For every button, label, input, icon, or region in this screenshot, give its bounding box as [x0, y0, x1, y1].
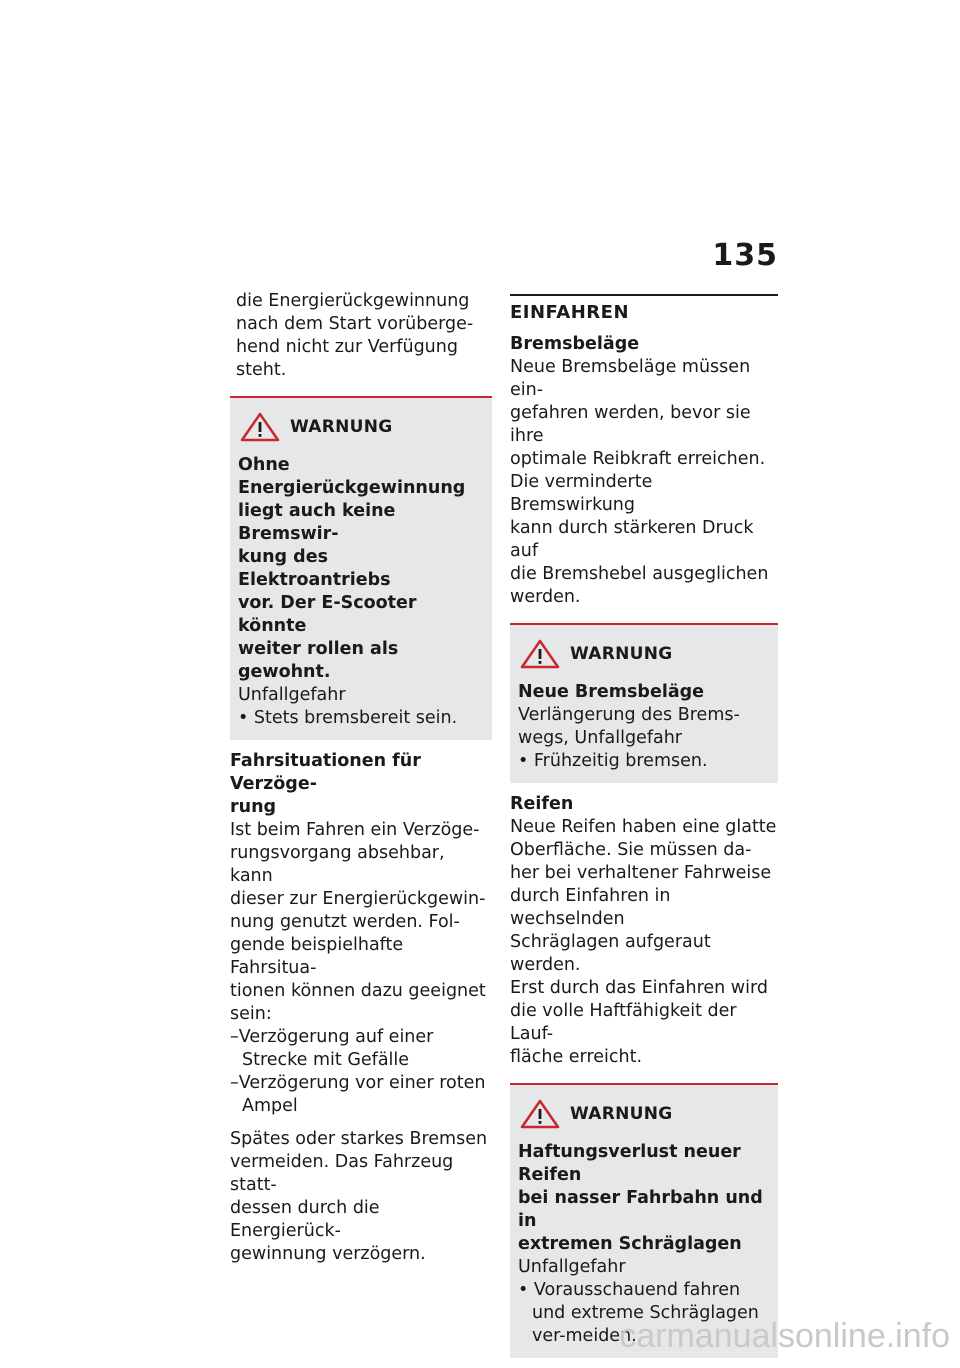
- text-line: extremen Schräglagen: [518, 1234, 742, 1254]
- closing-text: [230, 1128, 492, 1266]
- text-line: durch Einfahren in wechselnden: [510, 886, 671, 929]
- page-number: 135: [712, 238, 778, 273]
- warning-header: [518, 1099, 770, 1129]
- warning-title: [518, 1141, 770, 1256]
- text-line: kann durch stärkeren Druck auf: [510, 518, 754, 561]
- subheading-driving-situations: [230, 750, 492, 819]
- warning-header: [238, 412, 484, 442]
- text-line: die Bremshebel ausgeglichen: [510, 564, 769, 584]
- text-line: steht.: [236, 360, 287, 380]
- text-line: die volle Haftfähigkeit der Lauf-: [510, 1001, 737, 1044]
- list-item: –Verzögerung vor einer roten Ampel: [230, 1073, 486, 1116]
- warning-title: [238, 454, 484, 684]
- text-line: vor. Der E-Scooter könnte: [238, 593, 417, 636]
- text-line: Neue Reifen haben eine glatte: [510, 817, 777, 837]
- warning-risk: Verlängerung des Brems-: [518, 705, 740, 725]
- warning-box: [230, 396, 492, 740]
- warning-risk: Unfallgefahr: [238, 685, 346, 705]
- text-line: her bei verhaltener Fahrweise: [510, 863, 772, 883]
- text-line: Ohne Energierückgewinnung: [238, 455, 466, 498]
- text-line: Oberfläche. Sie müssen da-: [510, 840, 752, 860]
- text-line: bei nasser Fahrbahn und in: [518, 1188, 763, 1231]
- text-line: Haftungsverlust neuer Reifen: [518, 1142, 741, 1185]
- text-line: weiter rollen als gewohnt.: [238, 639, 399, 682]
- dash-list: [230, 1026, 492, 1118]
- text-line: fläche erreicht.: [510, 1047, 643, 1067]
- list-item: –Verzögerung auf einer Strecke mit Gefälle: [230, 1027, 434, 1070]
- text-line: dessen durch die Energierück-: [230, 1198, 380, 1241]
- warning-box: [510, 623, 778, 783]
- text-line: Spätes oder starkes Bremsen: [230, 1129, 488, 1149]
- text-line: sein:: [230, 1004, 272, 1024]
- warning-triangle-icon: [520, 1099, 560, 1129]
- text-line: rungsvorgang absehbar, kann: [230, 843, 445, 886]
- watermark: carmanualsonline.info: [619, 1317, 950, 1355]
- text-line: dieser zur Energierückgewin-: [230, 889, 486, 909]
- warning-title: Neue Bremsbeläge: [518, 682, 705, 702]
- warning-risk: wegs, Unfallgefahr: [518, 728, 682, 748]
- text-line: werden.: [510, 587, 581, 607]
- text-line: tionen können dazu geeignet: [230, 981, 486, 1001]
- text-line: nach dem Start vorüberge-: [236, 314, 474, 334]
- text-line: hend nicht zur Verfügung: [236, 337, 458, 357]
- text-line: kung des Elektroantriebs: [238, 547, 391, 590]
- text-line: Fahrsituationen für Verzöge-: [230, 751, 421, 794]
- text-line: gende beispielhafte Fahrsitua-: [230, 935, 404, 978]
- text-line: liegt auch keine Bremswir-: [238, 501, 396, 544]
- text-line: gewinnung verzögern.: [230, 1244, 426, 1264]
- text-line: Erst durch das Einfahren wird: [510, 978, 768, 998]
- intro-text: [230, 290, 492, 382]
- subheading-brakes: Bremsbeläge: [510, 334, 640, 354]
- section-title: EINFAHREN: [510, 294, 778, 323]
- body-text: [230, 819, 492, 1026]
- warning-actions: [238, 707, 484, 730]
- text-line: optimale Reibkraft erreichen.: [510, 449, 766, 469]
- text-line: nung genutzt werden. Fol-: [230, 912, 460, 932]
- text-line: die Energierückgewinnung: [236, 291, 470, 311]
- list-item: • Frühzeitig bremsen.: [518, 751, 708, 771]
- list-item: • Vorausschauend fahren und extreme Schräglagen ver-meiden.: [518, 1280, 759, 1346]
- text-line: Ist beim Fahren ein Verzöge-: [230, 820, 480, 840]
- warning-label: WARNUNG: [570, 644, 673, 664]
- text-line: gefahren werden, bevor sie ihre: [510, 403, 751, 446]
- brakes-text: [510, 356, 778, 609]
- warning-header: [518, 639, 770, 669]
- text-line: rung: [230, 797, 277, 817]
- text-line: Die verminderte Bremswirkung: [510, 472, 653, 515]
- warning-triangle-icon: [240, 412, 280, 442]
- left-column: [230, 290, 492, 1266]
- warning-label: WARNUNG: [290, 417, 393, 437]
- list-item: • Stets bremsbereit sein.: [238, 708, 458, 728]
- text-line: Neue Bremsbeläge müssen ein-: [510, 357, 751, 400]
- subheading-tires: Reifen: [510, 794, 574, 814]
- warning-actions: [518, 750, 770, 773]
- right-column: [510, 290, 778, 1368]
- warning-risk: Unfallgefahr: [518, 1257, 626, 1277]
- tires-text: [510, 816, 778, 1069]
- text-line: vermeiden. Das Fahrzeug statt-: [230, 1152, 454, 1195]
- warning-triangle-icon: [520, 639, 560, 669]
- warning-label: WARNUNG: [570, 1104, 673, 1124]
- text-line: Schräglagen aufgeraut werden.: [510, 932, 711, 975]
